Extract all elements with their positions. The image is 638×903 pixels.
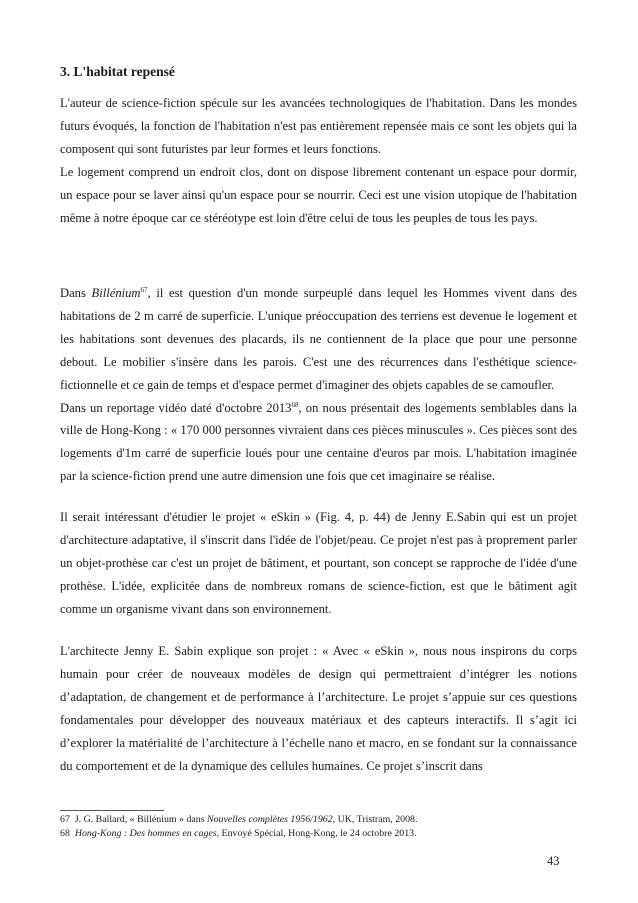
text-run: , Envoyé Spécial, Hong-Kong, le 24 octobre 2013.: [216, 827, 417, 839]
text-run: , UK, Tristram, 2008.: [332, 814, 418, 825]
footnote-divider: [60, 810, 164, 811]
footnote-ref-67[interactable]: 67: [140, 285, 148, 294]
footnote-title: Nouvelles complètes 1956/1962: [207, 814, 333, 825]
footnote-68: [60, 827, 580, 841]
paragraph: Le logement comprend un endroit clos, dont on dispose librement contenant un espace pour dormir, un espace pour se laver ainsi qu'un espace pour se nourrir. Ceci est une vision utopique de l'habitation même à notre époque car ce stéréotype est loin d'être celui de tous les peuples de tous les pays.: [60, 164, 577, 225]
footnote-67: [60, 813, 580, 827]
section-heading: 3. L'habitat repensé: [60, 64, 175, 79]
paragraph: [60, 397, 577, 489]
text-run: Dans un reportage vidéo daté d'octobre 2013: [60, 400, 292, 415]
footnote-number: 68: [60, 827, 70, 839]
text-run: Dans: [60, 286, 92, 300]
footnote-number: 67: [60, 814, 70, 825]
text-run: J. G. Ballard, « Billénium » dans: [74, 814, 208, 825]
book-title: Billénium: [91, 286, 141, 300]
section-sabin-quote: [60, 640, 577, 777]
paragraph: Il serait intéressant d'étudier le projet « eSkin » (Fig. 4, p. 44) de Jenny E.Sabin qui est un projet d'architecture adaptative, il s'inscrit dans l'idée de l'objet/peau. Ce projet n'est pas à proprement parler un objet-prothèse car c'est un projet de bâtiment, et pourtant, son concept se rapproche de l'idée d'une prothèse. L'idée, explicitée dans de nombreux romans de science-fiction, est que le bâtiment agit comme un organisme vivant dans son environnement.: [60, 510, 577, 616]
paragraph: L'auteur de science-fiction spécule sur les avancées technologiques de l'habitation. Dans les mondes futurs évoqués, la fonction de l'habitation n'est pas entièrement repensée mais ce sont les objets qui la composent qui sont futuristes par leur formes et leurs fonctions.: [60, 96, 577, 156]
section-eskin: [60, 506, 577, 621]
text-run: , on nous présentait des logements semblables dans la ville de Hong-Kong : « 170 000 personnes vivraient dans ces pièces minuscules ». Ces pièces sont des logements d'1m carré de superficie loués pour une centaine d'euros par mois. L'habitation imaginée par la science-fiction prend une autre dimension une fois que cet imaginaire se réalise.: [60, 400, 577, 484]
paragraph: [60, 282, 577, 397]
footnotes: [60, 813, 580, 840]
footnote-title: Hong-Kong : Des hommes en cages: [74, 827, 217, 839]
footnote-ref-68[interactable]: 68: [291, 400, 299, 409]
page-number: 43: [547, 854, 560, 868]
section-intro: [60, 92, 577, 229]
text-run: , il est question d'un monde surpeuplé dans lequel les Hommes vivent dans des habitations de 2 m carré de superficie. L'unique préoccupation des terriens est devenue le logement et les habitations sont devenues des placards, ils ne contiennent de la place que pour une personne debout. Le mobilier s'insère dans les parois. C'est une des récurrences dans l'esthétique science-fictionnelle et ce gain de temps et d'espace permet d'imaginer des objets capables de se camoufler.: [60, 286, 577, 392]
paragraph: L'architecte Jenny E. Sabin explique son projet : « Avec « eSkin », nous nous inspirons du corps humain pour créer de nouveaux modèles de design qui permettraient d’intégrer les notions d’adaptation, de changement et de performance à l’architecture. Le projet s’appuie sur ces questions fondamentales pour développer des nouveaux matériaux et des capteurs interactifs. Il s’agit ici d’explorer la matérialité de l’architecture à l’échelle nano et macro, en se fondant sur la connaissance du comportement et de la dynamique des cellules humaines. Ce projet s’inscrit dans: [60, 644, 577, 773]
section-billenium: [60, 282, 577, 488]
